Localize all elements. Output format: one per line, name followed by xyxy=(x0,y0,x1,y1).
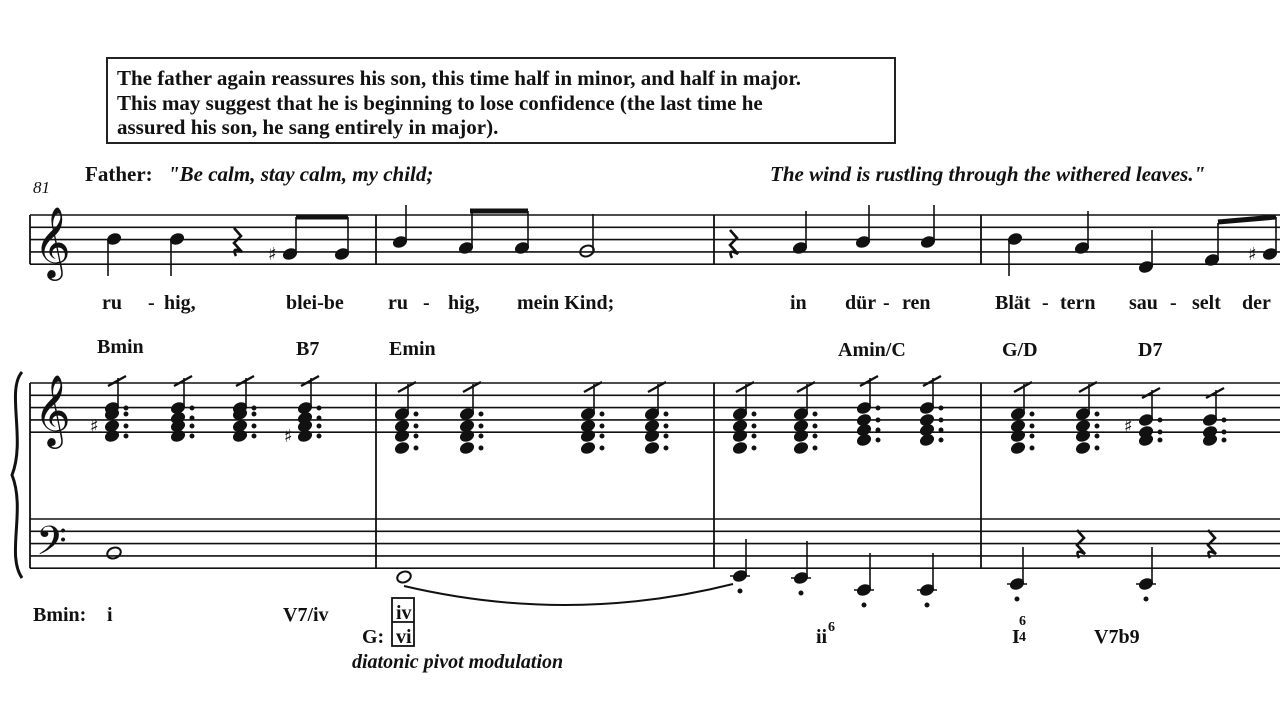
staccato-dot xyxy=(876,428,880,432)
staccato-dot xyxy=(479,446,483,450)
staccato-dot xyxy=(813,412,817,416)
sharp-sign: ♯ xyxy=(1248,244,1257,265)
note-head xyxy=(1075,429,1092,444)
staccato-dot xyxy=(124,434,128,438)
staccato-dot xyxy=(317,406,321,410)
staccato-dot xyxy=(1158,418,1162,422)
accent-mark xyxy=(860,376,878,386)
staccato-dot xyxy=(1158,438,1162,442)
staccato-dot xyxy=(1158,430,1162,434)
roman-numeral: i xyxy=(107,604,113,626)
staccato-dot xyxy=(939,438,943,442)
staccato-dot xyxy=(190,434,194,438)
staccato-dot xyxy=(317,434,321,438)
tie xyxy=(404,584,733,605)
chord-symbol: B7 xyxy=(296,338,320,360)
staccato-dot xyxy=(876,418,880,422)
staccato-dot xyxy=(252,406,256,410)
lyric-syllable: selt xyxy=(1192,292,1221,314)
staccato-dot xyxy=(190,406,194,410)
note-head xyxy=(297,429,314,444)
staccato-dot xyxy=(479,424,483,428)
note-head xyxy=(394,429,411,444)
staccato-dot xyxy=(1222,438,1226,442)
staccato-dot xyxy=(414,412,418,416)
accent-mark xyxy=(923,376,941,386)
staccato-dot xyxy=(1095,434,1099,438)
annotation-line: assured his son, he sang entirely in major). xyxy=(117,115,499,139)
staccato-dot xyxy=(664,424,668,428)
staccato-dot xyxy=(925,603,929,607)
note-head xyxy=(104,429,121,444)
lyric-syllable: ru xyxy=(388,292,408,314)
lyric-hyphen: - xyxy=(1170,292,1177,314)
staccato-dot xyxy=(479,434,483,438)
staccato-dot xyxy=(600,424,604,428)
note-head xyxy=(793,441,810,456)
staccato-dot xyxy=(1030,434,1034,438)
staccato-dot xyxy=(252,434,256,438)
speaker-label: Father: xyxy=(85,162,153,186)
staccato-dot xyxy=(1030,446,1034,450)
note-head xyxy=(732,429,749,444)
bass-clef: 𝄢 xyxy=(36,518,67,574)
staccato-dot xyxy=(414,434,418,438)
staccato-dot xyxy=(1030,412,1034,416)
notes xyxy=(90,205,1278,607)
staccato-dot xyxy=(664,434,668,438)
staccato-dot xyxy=(813,446,817,450)
key-label: G: xyxy=(362,626,385,648)
staccato-dot xyxy=(414,446,418,450)
annotation-line: This may suggest that he is beginning to lose confidence (the last time he xyxy=(117,90,763,115)
sharp-sign: ♯ xyxy=(90,416,99,437)
lyric-syllable: hig, xyxy=(448,292,480,314)
staccato-dot xyxy=(252,424,256,428)
tie-curve xyxy=(404,584,733,605)
roman-numeral: ii xyxy=(816,626,828,648)
staccato-dot xyxy=(664,446,668,450)
note-head xyxy=(580,441,597,456)
staccato-dot xyxy=(738,589,742,593)
staccato-dot xyxy=(1222,418,1226,422)
note-head xyxy=(644,429,661,444)
staccato-dot xyxy=(317,416,321,420)
note-head xyxy=(106,546,123,561)
staccato-dot xyxy=(124,406,128,410)
note-head xyxy=(394,441,411,456)
staccato-dot xyxy=(1095,446,1099,450)
staccato-dot xyxy=(752,412,756,416)
accent-mark xyxy=(174,376,192,386)
lyric-syllable: der xyxy=(1242,292,1271,314)
chord-symbol: Bmin xyxy=(97,336,144,358)
note-head xyxy=(580,429,597,444)
translation-quote-2: The wind is rustling through the withered leaves." xyxy=(770,162,1206,186)
note-head xyxy=(919,433,936,448)
staccato-dot xyxy=(799,591,803,595)
sharp-sign: ♯ xyxy=(284,426,293,447)
annotation-line: The father again reassures his son, this time half in minor, and half in major. xyxy=(117,66,801,90)
staccato-dot xyxy=(939,428,943,432)
accent-mark xyxy=(108,376,126,386)
sharp-sign: ♯ xyxy=(268,244,277,265)
staccato-dot xyxy=(600,446,604,450)
accent-mark xyxy=(1142,388,1160,398)
note-head xyxy=(644,441,661,456)
staccato-dot xyxy=(1015,597,1019,601)
staccato-dot xyxy=(190,424,194,428)
lyric-syllable: dür xyxy=(845,292,877,314)
staccato-dot xyxy=(600,434,604,438)
staccato-dot xyxy=(190,416,194,420)
note-head xyxy=(459,441,476,456)
chord-symbol: G/D xyxy=(1002,339,1038,361)
lyric-syllable: ren xyxy=(902,292,931,314)
staccato-dot xyxy=(862,603,866,607)
chord-symbol: Emin xyxy=(389,338,436,360)
staccato-dot xyxy=(752,434,756,438)
lyric-syllable: blei-be xyxy=(286,292,344,314)
staccato-dot xyxy=(664,412,668,416)
quarter-rest xyxy=(730,230,738,258)
note-head xyxy=(1010,441,1027,456)
staff-lines xyxy=(30,215,1280,568)
staccato-dot xyxy=(939,406,943,410)
figured-bass: 4 xyxy=(1019,630,1026,645)
lyric-syllable: tern xyxy=(1060,292,1096,314)
staccato-dot xyxy=(1144,597,1148,601)
staccato-dot xyxy=(1222,430,1226,434)
measure-number: 81 xyxy=(33,178,50,197)
accent-mark xyxy=(1206,388,1224,398)
chord-symbol: Amin/C xyxy=(838,339,906,361)
lyric-hyphen: - xyxy=(148,292,155,314)
note-head xyxy=(396,570,413,585)
translation-quote-1: "Be calm, stay calm, my child; xyxy=(168,162,434,186)
lyric-hyphen: - xyxy=(423,292,430,314)
note-head xyxy=(459,429,476,444)
lyric-syllable: ru xyxy=(102,292,122,314)
pivot-numeral-top: iv xyxy=(396,602,412,624)
roman-numeral: I xyxy=(1012,626,1020,648)
lyric-syllable: sau xyxy=(1129,292,1158,314)
staccato-dot xyxy=(479,412,483,416)
treble-clef: 𝄞 xyxy=(34,205,71,278)
staccato-dot xyxy=(752,424,756,428)
staccato-dot xyxy=(939,418,943,422)
note-head xyxy=(732,441,749,456)
sharp-sign: ♯ xyxy=(1124,416,1133,437)
staccato-dot xyxy=(414,424,418,428)
lyric-syllable: mein Kind; xyxy=(517,292,615,314)
staccato-dot xyxy=(124,412,128,416)
staccato-dot xyxy=(813,424,817,428)
note-beam xyxy=(1218,217,1276,222)
roman-numeral: V7b9 xyxy=(1094,626,1140,648)
lyric-syllable: hig, xyxy=(164,292,196,314)
staccato-dot xyxy=(252,412,256,416)
piano-brace xyxy=(12,372,22,578)
lyric-syllable: Blät xyxy=(995,292,1031,314)
pivot-label: diatonic pivot modulation xyxy=(352,651,564,673)
accent-mark xyxy=(301,376,319,386)
clefs xyxy=(34,205,71,574)
staccato-dot xyxy=(1095,412,1099,416)
note-head xyxy=(1010,429,1027,444)
staccato-dot xyxy=(1095,424,1099,428)
note-head xyxy=(170,429,187,444)
key-label: Bmin: xyxy=(33,604,87,626)
lyric-hyphen: - xyxy=(1042,292,1049,314)
staccato-dot xyxy=(813,434,817,438)
lyric-hyphen: - xyxy=(883,292,890,314)
pivot-numeral-bottom: vi xyxy=(396,626,412,648)
lyric-syllable: in xyxy=(790,292,807,314)
figured-bass: 6 xyxy=(1019,614,1026,629)
chord-symbol: D7 xyxy=(1138,339,1163,361)
staccato-dot xyxy=(876,406,880,410)
staccato-dot xyxy=(317,424,321,428)
roman-numeral: V7/iv xyxy=(283,604,329,626)
staccato-dot xyxy=(1030,424,1034,428)
note-head xyxy=(856,433,873,448)
accent-mark xyxy=(236,376,254,386)
staccato-dot xyxy=(124,424,128,428)
staccato-dot xyxy=(600,412,604,416)
barlines xyxy=(30,215,981,568)
figured-bass: 6 xyxy=(828,620,835,635)
note-head xyxy=(232,429,249,444)
staccato-dot xyxy=(752,446,756,450)
note-head xyxy=(793,429,810,444)
staccato-dot xyxy=(876,438,880,442)
note-head xyxy=(1075,441,1092,456)
treble-clef: 𝄞 xyxy=(34,373,71,446)
